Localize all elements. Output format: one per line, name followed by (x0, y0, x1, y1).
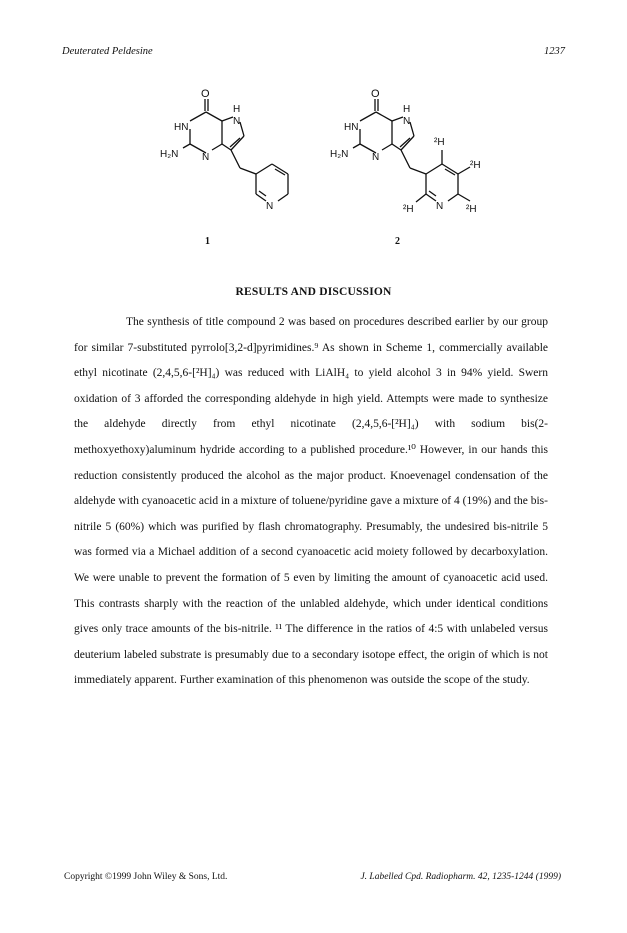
atom-label-n: N (372, 152, 380, 163)
journal-citation: J. Labelled Cpd. Radiopharm. 42, 1235-1244 (1999) (360, 872, 561, 882)
atom-label-n: N (403, 116, 411, 127)
page-number: 1237 (544, 46, 565, 57)
atom-label-h: H (233, 104, 241, 115)
atom-label-deuterium: ²H (403, 204, 414, 215)
atom-label-deuterium: ²H (434, 137, 445, 148)
section-heading: RESULTS AND DISCUSSION (235, 286, 392, 298)
atom-label-o: O (201, 88, 210, 100)
chemical-structures-figure (0, 70, 627, 260)
compound-number-1: 1 (205, 236, 210, 247)
copyright-notice: Copyright ©1999 John Wiley & Sons, Ltd. (64, 872, 228, 882)
atom-label-h2n: H₂N (330, 149, 349, 160)
atom-label-deuterium: ²H (470, 160, 481, 171)
atom-label-n: N (233, 116, 241, 127)
atom-label-n: N (436, 201, 444, 212)
running-head-title: Deuterated Peldesine (62, 46, 153, 57)
atom-label-n: N (266, 201, 274, 212)
atom-label-hn: HN (344, 122, 359, 133)
atom-label-h: H (403, 104, 411, 115)
atom-label-deuterium: ²H (466, 204, 477, 215)
body-paragraph: The synthesis of title compound 2 was based on procedures described earlier by our group for similar 7-substituted pyrrolo[3,2-d]pyrimidines.⁹ As shown in Scheme 1, commercially available ethyl nicotinate (2,4,5,6-[²H]₄) was reduced with LiAlH₄ to yield alcohol 3 in 94% yield. Swern oxidation of 3 afforded the corresponding aldehyde in high yield. Attempts were made to synthesize the aldehyde directly from ethyl nicotinate (2,4,5,6-[²H]₄) with sodium bis(2-methoxyethoxy)aluminum hydride according to a published procedure.¹⁰ However, in our hands this reduction consistently produced the alcohol as the major product. Knoevenagel condensation of the aldehyde with cyanoacetic acid in a mixture of toluene/pyridine gave a mixture of 4 (19%) and the bis-nitrile 5 (60%) which was purified by flash chromatography. Presumably, the undesired bis-nitrile 5 was formed via a Michael addition of a second cyanoacetic acid moiety followed by decarboxylation. We were unable to prevent the formation of 5 even by limiting the amount of cyanoacetic acid used. This contrasts sharply with the reaction of the unlabled aldehyde, which under identical conditions gives only trace amounts of the bis-nitrile. ¹¹ The difference in the ratios of 4:5 with unlabeled versus deuterium labeled substrate is presumably due to a secondary isotope effect, the origin of which is not immediately apparent. Further examination of this phenomenon was outside the scope of the study. (74, 316, 548, 687)
atom-label-n: N (202, 152, 210, 163)
atom-label-h2n: H₂N (160, 149, 179, 160)
compound-number-2: 2 (395, 236, 400, 247)
body-text (74, 310, 548, 694)
atom-label-o: O (371, 88, 380, 100)
atom-label-hn: HN (174, 122, 189, 133)
